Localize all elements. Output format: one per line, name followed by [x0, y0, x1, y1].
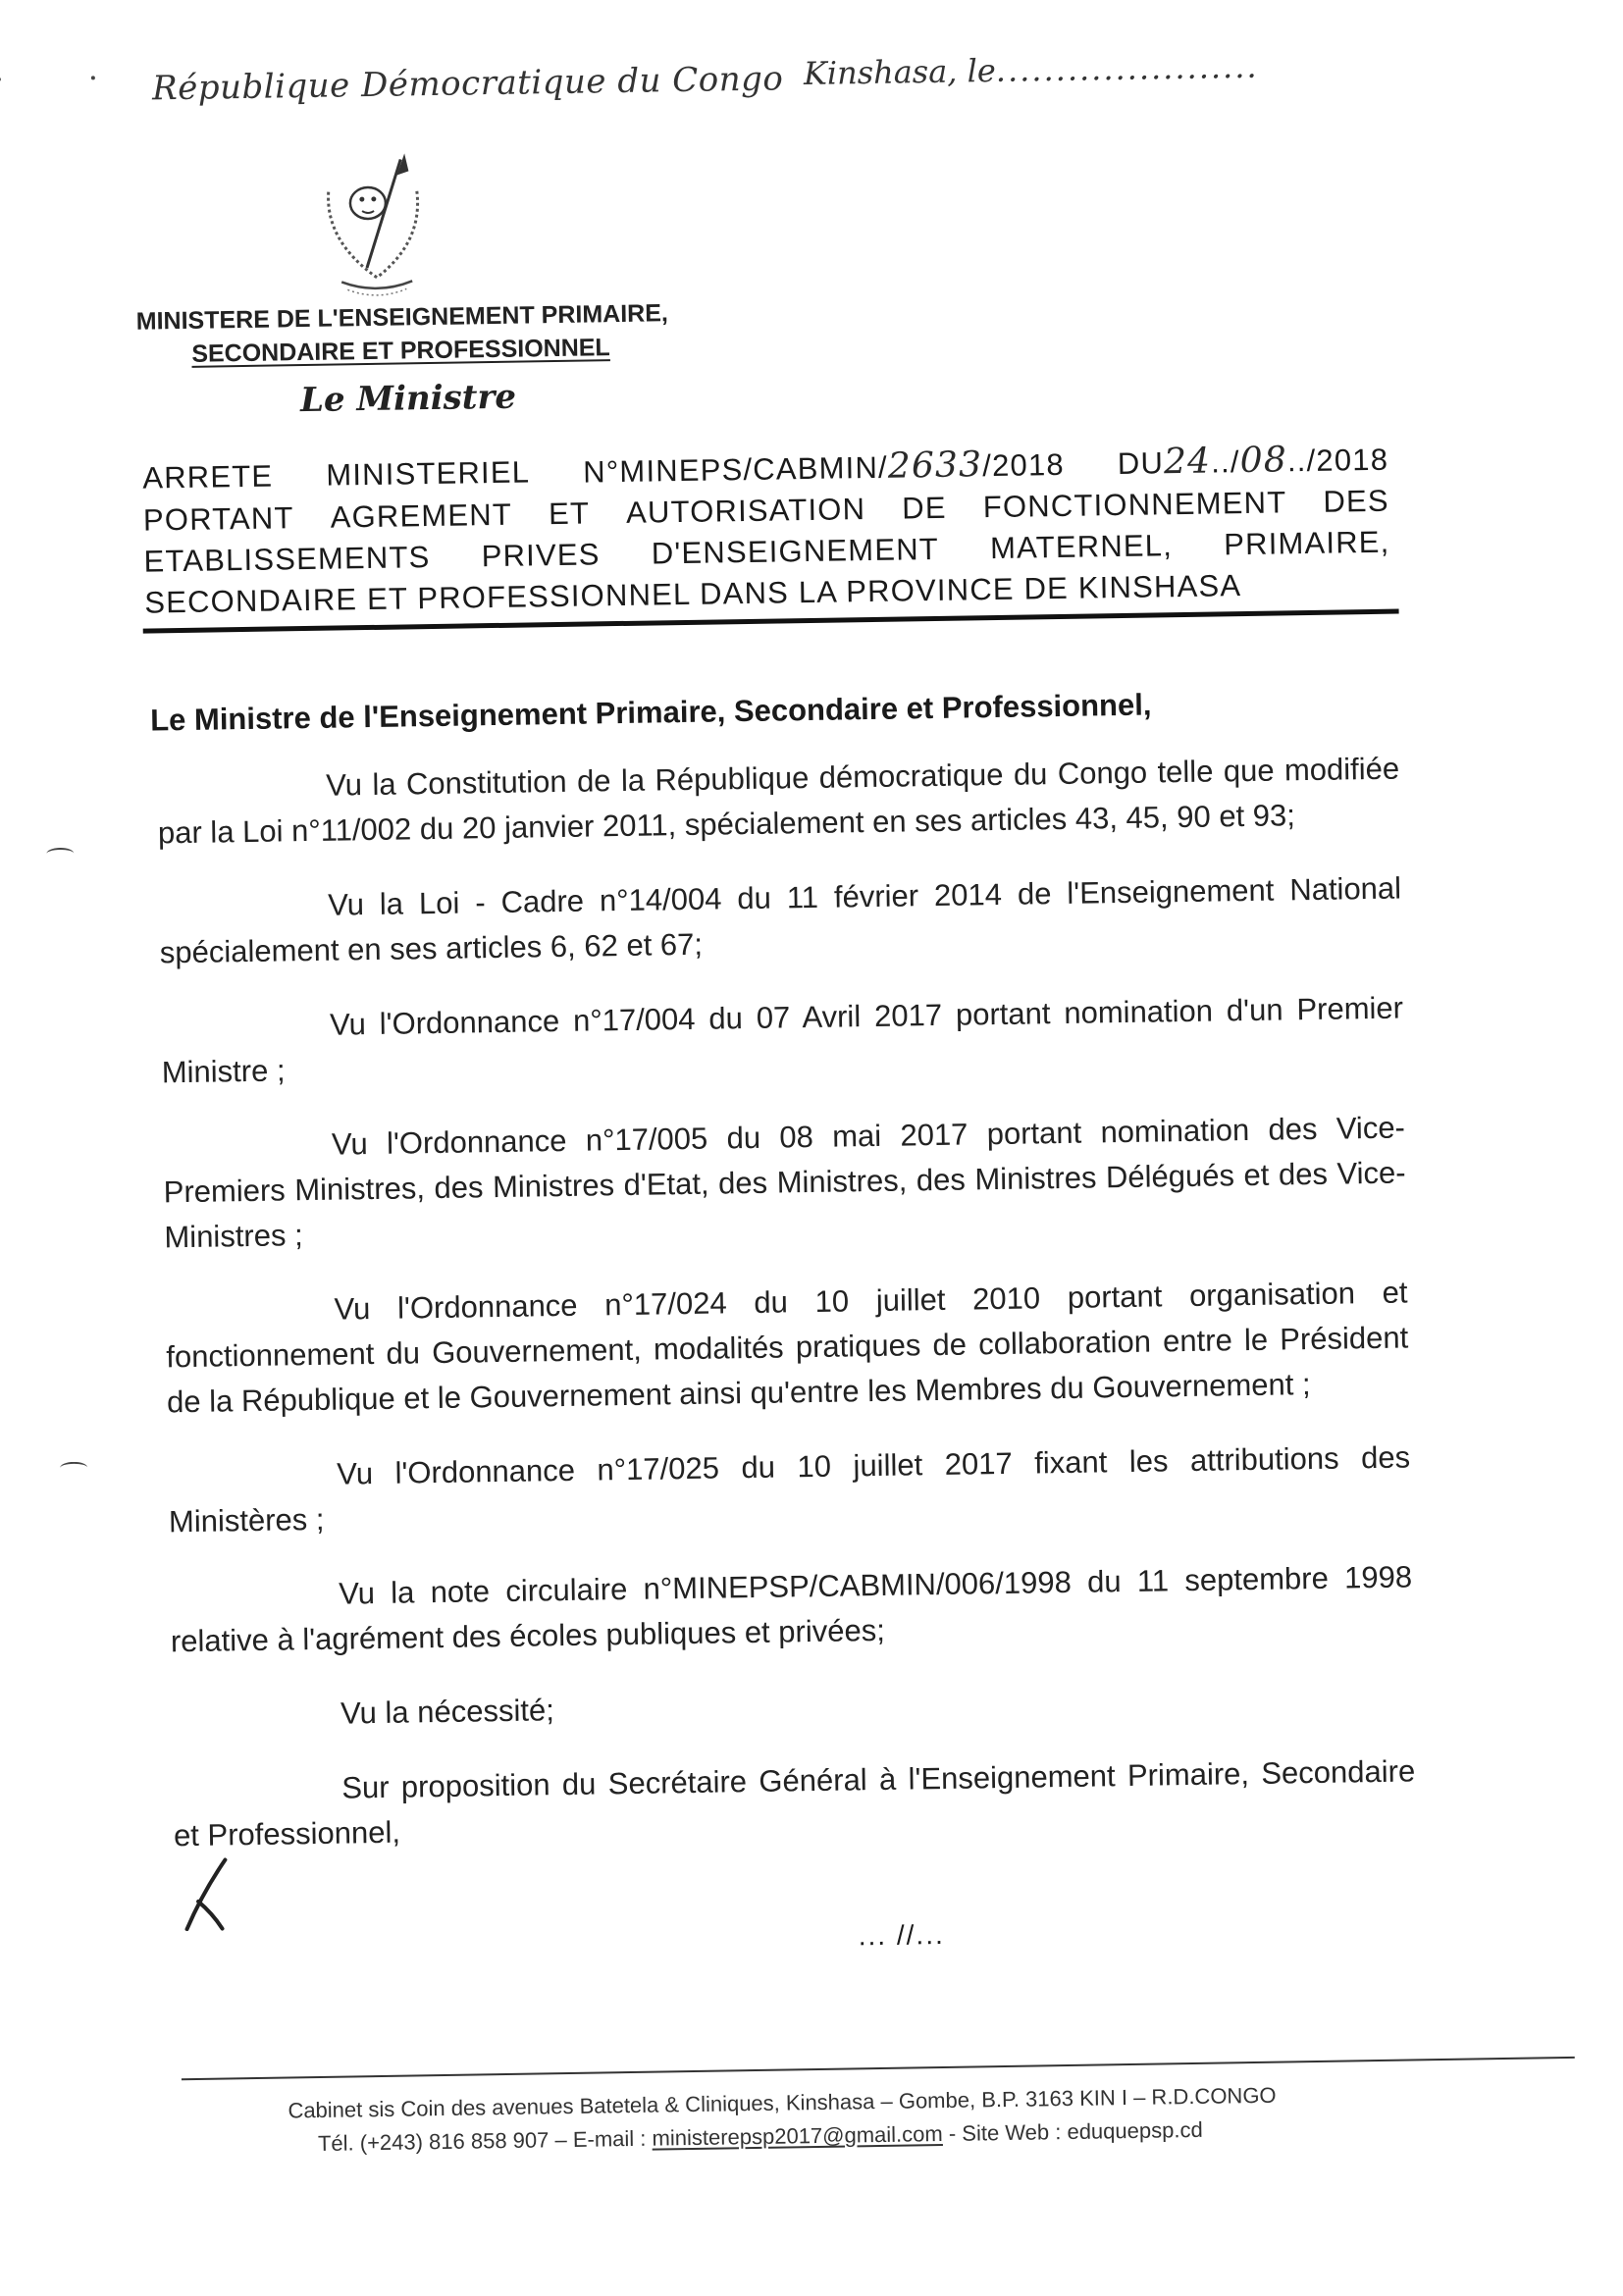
continuation-mark: ... //...	[858, 1918, 945, 1952]
title-word: MINISTERIEL	[326, 454, 531, 493]
place-date-label: Kinshasa, le	[803, 51, 997, 92]
date-prefix: DU	[1117, 445, 1165, 482]
title-word: AUTORISATION	[625, 492, 866, 530]
date-separator: ..	[1210, 444, 1231, 480]
title-word: ARRETE	[142, 458, 274, 496]
footer-website: - Site Web : eduquepsp.cd	[942, 2116, 1203, 2147]
title-word: FONCTIONNEMENT	[982, 485, 1287, 525]
title-line-4: SECONDAIRE ET PROFESSIONNEL DANS LA PROVINCE DE KINSHASA	[144, 568, 1242, 620]
title-word: DES	[1323, 483, 1390, 519]
recital-necessite: Vu la nécessité;	[340, 1693, 555, 1731]
title-word: AGREMENT	[330, 496, 513, 535]
recital-ordonnance-17-024: Vu l'Ordonnance n°17/024 du 10 juillet 2010 portant organisation et fonctionnement du Gouvernement, modalités pratiques de collaboration entre le Président de la République et le Gouvernement ainsi qu'entre les Membres du Gouvernement ;	[166, 1275, 1409, 1420]
title-word: PRIVES	[481, 537, 601, 574]
handwritten-ref-number: 2633	[887, 444, 983, 487]
title-word: PRIMAIRE,	[1223, 524, 1390, 562]
recital-note-circulaire: Vu la note circulaire n°MINEPSP/CABMIN/006/1998 du 11 septembre 1998 relative à l'agrément des écoles publiques et privées;	[170, 1559, 1413, 1659]
ministry-name	[136, 296, 669, 372]
handwritten-day: 24	[1163, 441, 1212, 483]
ministry-line-1: MINISTERE DE L'ENSEIGNEMENT PRIMAIRE,	[135, 299, 669, 336]
scan-speck	[0, 78, 1, 81]
recital-proposition: Sur proposition du Secrétaire Général à l'Enseignement Primaire, Secondaire et Professionnel,	[173, 1753, 1416, 1853]
title-word: PORTANT	[142, 500, 294, 538]
margin-mark	[46, 848, 74, 860]
title-word: DE	[901, 490, 948, 526]
handwritten-initial-mark	[176, 1853, 239, 1933]
date-year: ../2018	[1286, 442, 1389, 479]
minister-heading: Le Ministre de l'Enseignement Primaire, Secondaire et Professionnel,	[149, 687, 1152, 738]
place-date-line	[804, 48, 1259, 92]
scan-speck	[91, 76, 95, 79]
decree-date: DU24../08../2018	[1117, 440, 1389, 483]
title-word: ETABLISSEMENTS	[143, 540, 431, 579]
ministry-line-2: SECONDAIRE ET PROFESSIONNEL	[191, 334, 610, 368]
recital-ordonnance-17-005: Vu l'Ordonnance n°17/005 du 08 mai 2017 portant nomination des Vice-Premiers Ministres, des Ministres d'Etat, des Ministres, des Ministres Délégués et des Vice-Ministres ;	[163, 1110, 1406, 1255]
coat-of-arms-icon	[306, 151, 445, 300]
place-date-dots: ......................	[995, 47, 1259, 89]
ref-year: /2018	[981, 446, 1066, 484]
republic-heading: République Démocratique du Congo	[151, 59, 784, 109]
handwritten-month: 08	[1239, 440, 1288, 482]
decree-body	[157, 747, 1417, 1889]
minister-signature-heading: Le Ministre	[299, 377, 517, 421]
footer-phone: Tél. (+243) 816 858 907 – E-mail :	[317, 2125, 653, 2157]
recital-ordonnance-17-004: Vu l'Ordonnance n°17/004 du 07 Avril 2017 portant nomination d'un Premier Ministre ;	[161, 990, 1404, 1090]
margin-mark	[60, 1462, 87, 1474]
footer-address-line: Cabinet sis Coin des avenues Batetela & Cliniques, Kinshasa – Gombe, B.P. 3163 KIN I – R.D.CONGO	[288, 2082, 1277, 2123]
recital-constitution: Vu la Constitution de la République démocratique du Congo telle que modifiée par la Loi n°11/002 du 20 janvier 2011, spécialement en ses articles 43, 45, 90 et 93;	[157, 751, 1400, 851]
title-word: MATERNEL,	[989, 528, 1174, 566]
recital-ordonnance-17-025: Vu l'Ordonnance n°17/025 du 10 juillet 2017 fixant les attributions des Ministères ;	[168, 1439, 1411, 1539]
ref-prefix: N°MINEPS/CABMIN/	[582, 449, 889, 490]
decree-reference	[583, 444, 1065, 494]
recital-loi-cadre: Vu la Loi - Cadre n°14/004 du 11 février 2014 de l'Enseignement National spécialement en ses articles 6, 62 et 67;	[159, 870, 1402, 970]
footer-email-link[interactable]: ministerepsp2017@gmail.com	[652, 2121, 943, 2151]
decree-title	[142, 439, 1390, 624]
title-word: D'ENSEIGNEMENT	[651, 531, 940, 571]
title-word: ET	[548, 496, 591, 532]
footer-address	[288, 2077, 1387, 2162]
